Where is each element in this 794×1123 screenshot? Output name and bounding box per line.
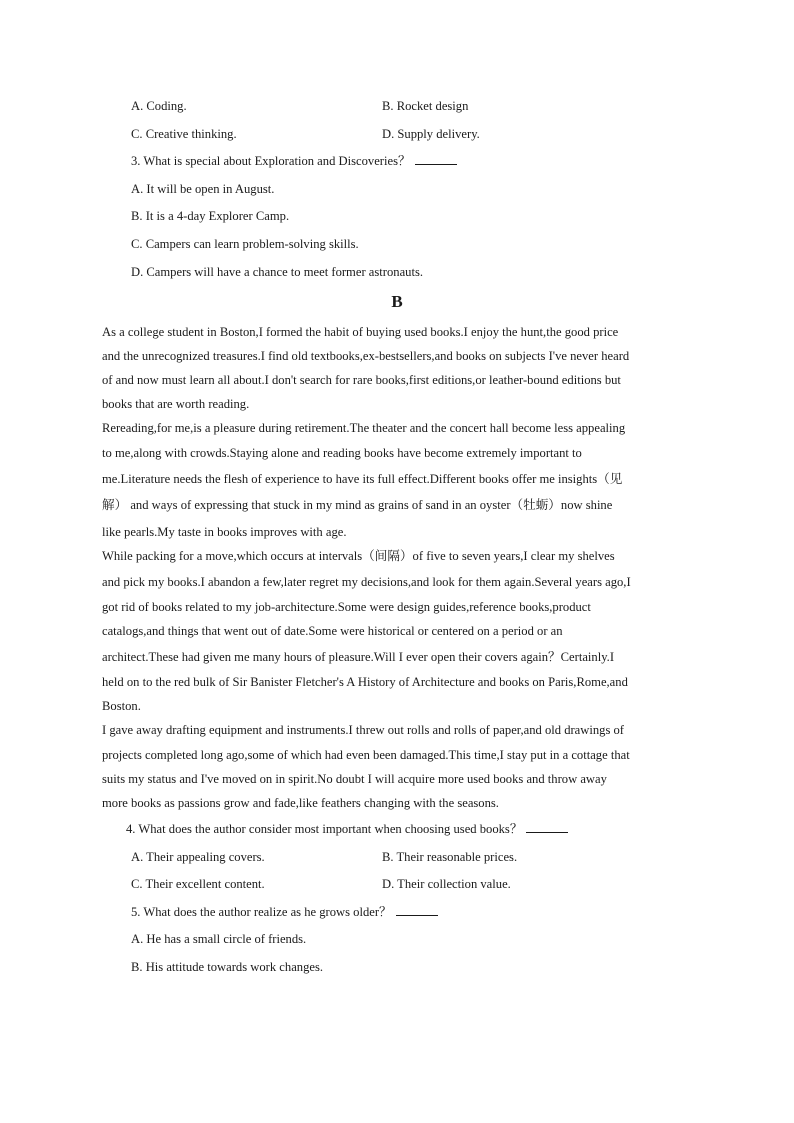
- passage-line: As a college student in Boston,I formed the habit of buying used books.I enjoy the hunt,the good price: [102, 325, 619, 339]
- q5-option-a[interactable]: A. He has a small circle of friends.: [131, 932, 307, 946]
- q5-answer-blank[interactable]: [396, 904, 438, 916]
- q3-option-d[interactable]: D. Campers will have a chance to meet former astronauts.: [131, 265, 423, 279]
- passage-line: Boston.: [102, 699, 141, 713]
- q4-option-b[interactable]: B. Their reasonable prices.: [382, 850, 518, 864]
- passage-line: to me,along with crowds.Staying alone and reading books have become extremely important to: [102, 446, 582, 460]
- q3-option-c[interactable]: C. Campers can learn problem-solving skills.: [131, 237, 359, 251]
- q3-stem: [131, 153, 457, 169]
- q5-stem: [131, 904, 438, 920]
- q3-option-b[interactable]: B. It is a 4-day Explorer Camp.: [131, 209, 290, 223]
- q4-option-a[interactable]: A. Their appealing covers.: [131, 850, 265, 864]
- passage-line: catalogs,and things that went out of date.Some were historical or centered on a period or an: [102, 624, 563, 638]
- passage-line: and pick my books.I abandon a few,later regret my decisions,and look for them again.Several years ago,I: [102, 575, 631, 589]
- passage-line: Rereading,for me,is a pleasure during retirement.The theater and the concert hall become less appealing: [102, 421, 626, 435]
- passage-line: got rid of books related to my job-architecture.Some were design guides,reference books,product: [102, 600, 591, 614]
- passage-line: of and now must learn all about.I don't search for rare books,first editions,or leather-bound editions but: [102, 373, 621, 387]
- passage-line: projects completed long ago,some of which had even been damaged.This time,I stay put in a cottage that: [102, 748, 630, 762]
- passage-line: 解） and ways of expressing that stuck in my mind as grains of sand in an oyster（牡蛎）now shine: [102, 498, 613, 512]
- q3-answer-blank[interactable]: [415, 153, 457, 165]
- passage-line: architect.These had given me many hours of pleasure.Will I ever open their covers again？Certainly.I: [102, 650, 615, 664]
- q4-option-d[interactable]: D. Their collection value.: [382, 877, 511, 891]
- passage-line: I gave away drafting equipment and instruments.I threw out rolls and rolls of paper,and old drawings of: [102, 723, 625, 737]
- q4-option-c[interactable]: C. Their excellent content.: [131, 877, 265, 891]
- section-title: B: [391, 292, 403, 311]
- q2-option-d[interactable]: D. Supply delivery.: [382, 127, 480, 141]
- passage-line: me.Literature needs the flesh of experience to have its full effect.Different books offer me insights（见: [102, 472, 623, 486]
- passage-line: suits my status and I've moved on in spirit.No doubt I will acquire more used books and throw away: [102, 772, 607, 786]
- q2-option-c[interactable]: C. Creative thinking.: [131, 127, 237, 141]
- passage-line: and the unrecognized treasures.I find old textbooks,ex-bestsellers,and books on subjects I've never heard: [102, 349, 630, 363]
- q3-option-a[interactable]: A. It will be open in August.: [131, 182, 275, 196]
- q3-stem-text: 3. What is special about Exploration and Discoveries？: [131, 154, 411, 168]
- passage-line: like pearls.My taste in books improves with age.: [102, 525, 347, 539]
- q4-answer-blank[interactable]: [526, 821, 568, 833]
- q4-stem: [126, 821, 568, 837]
- passage-line: books that are worth reading.: [102, 397, 250, 411]
- q5-option-b[interactable]: B. His attitude towards work changes.: [131, 960, 324, 974]
- q2-option-b[interactable]: B. Rocket design: [382, 99, 469, 113]
- passage-line: While packing for a move,which occurs at intervals（间隔）of five to seven years,I clear my shelves: [102, 549, 615, 563]
- q4-stem-text: 4. What does the author consider most important when choosing used books？: [126, 822, 523, 836]
- q2-option-a[interactable]: A. Coding.: [131, 99, 187, 113]
- q5-stem-text: 5. What does the author realize as he grows older？: [131, 905, 392, 919]
- passage-line: more books as passions grow and fade,like feathers changing with the seasons.: [102, 796, 499, 810]
- passage-line: held on to the red bulk of Sir Banister Fletcher's A History of Architecture and books on Paris,Rome,and: [102, 675, 628, 689]
